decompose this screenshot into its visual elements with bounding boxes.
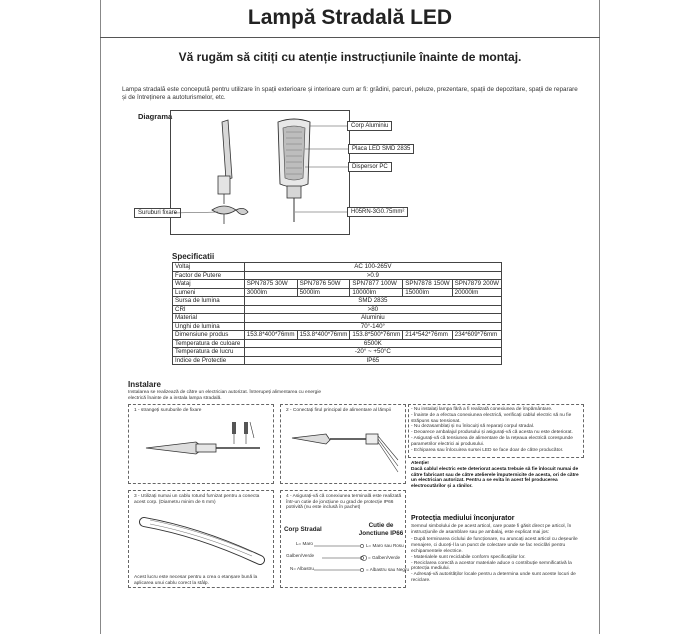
spec-row	[173, 271, 502, 280]
spec-row	[173, 339, 502, 348]
callout-body: Corp Aluminiu	[347, 121, 392, 131]
callout-led: Placa LED SMD 2835	[348, 144, 414, 154]
spec-row	[173, 322, 502, 331]
spec-cell: 214*542*76mm	[403, 331, 452, 340]
notes-list	[411, 407, 581, 453]
spec-cell: 153.8*500*76mm	[350, 331, 403, 340]
callout-cable: H05RN-3G0.75mm²	[347, 207, 408, 217]
spec-row	[173, 280, 502, 289]
spec-cell: 153.8*400*76mm	[297, 331, 350, 340]
spec-cell: 153.8*400*76mm	[244, 331, 297, 340]
spec-label: Temperatura de culoare	[173, 339, 245, 348]
spec-label: CRI	[173, 305, 245, 314]
spec-value: Aluminiu	[244, 314, 501, 323]
environment-item: - Materialele sunt reciclabile conform specificațiilor lor.	[411, 554, 526, 560]
spec-label: Indice de Protectie	[173, 356, 245, 365]
page-title: Lampă Stradală LED	[247, 6, 453, 29]
step-3-text: 3 - Utilizați numai un cablu rotund furnizat pentru a conecta acest corp. (Diametru minim de 6 mm)	[134, 494, 260, 505]
environment-title: Protecția mediului înconjurator	[411, 515, 515, 522]
wire-n-left: N= Albastru	[290, 566, 314, 571]
step-4-text: 4 - Asigurați-vă că conexiunea terminală este realizată într-un cutie de joncțiune cu grad de protecție IP66 potrivită (nu este inclusă în pachet)	[286, 494, 402, 511]
step-1-text: 1 - strangeți suruburile de fixare	[134, 408, 202, 413]
spec-label: Unghi de lumina	[173, 322, 245, 331]
spec-value: 6500K	[244, 339, 501, 348]
wire-l-left: L= Maro	[296, 541, 313, 546]
spec-row	[173, 305, 502, 314]
page-subtitle: Vă rugăm să citiți cu atenție instrucțiunile înainte de montaj.	[178, 50, 522, 64]
step-1-illustration-icon	[136, 418, 266, 480]
spec-cell: 234*609*76mm	[452, 331, 501, 340]
wire-pe-right: = Galben/Verde	[368, 555, 401, 560]
spec-label: Voltaj	[173, 263, 245, 272]
spec-value: SMD 2835	[244, 297, 501, 306]
environment-item: - După terminarea ciclului de funcționare, nu aruncați acest articol cu deșeurile menajere, ci duceți-l la un punct de colectare unde se fac reciclări pentru echipamentele electrice.	[411, 537, 578, 554]
callout-screws: Suruburi fixare	[134, 208, 181, 218]
spec-cell: 3000lm	[244, 288, 297, 297]
document-page	[100, 0, 600, 634]
spec-row	[173, 356, 502, 365]
spec-cell: SPN7876 50W	[297, 280, 350, 289]
spec-label: Factor de Putere	[173, 271, 245, 280]
spec-cell: SPN7878 150W	[403, 280, 452, 289]
specs-table	[172, 262, 502, 365]
environment-item: - Reciclarea corectă a acestor materiale aduce o contribuție semnificativă la protecția mediului.	[411, 560, 572, 572]
environment-intro: Semnul simbolului de pe acest articol, care poate fi găsit direct pe articol, în instrucțiunile de asamblare sau pe ambalaj, este explicat mai jos:	[411, 523, 572, 535]
warning-text: Dacă cablul electric este deteriorat acesta trebuie să fie înlocuit numai de către fabricant sau de către atelierele împuternicite de acesta, ori de către un electrician autorizat. Pentru a se evita în acest fel producerea electrocutărilor și a rănilor.	[411, 466, 579, 490]
wiring-right-title: Cutie de Jonctiune IP66	[358, 522, 404, 537]
note-item: - Nu instalați lampa fără a fi realizată conexiunea de împământare.	[411, 407, 553, 412]
environment-item: - Adresați-vă autorităților locale pentru a determina unde sunt aceste locuri de reciclare.	[411, 572, 576, 583]
install-note: Instalarea se realizează de către un electrician autorizat. Întrerupeți alimentarea cu energie electrică înainte de a instala lampa stradală.	[128, 390, 322, 401]
warning-title: Atenție!	[411, 461, 429, 466]
step-3-cable-icon	[140, 512, 264, 568]
warning-block	[411, 461, 581, 490]
note-item: - Nu dezasamblați și nu înlocuiți să reparați corpul stradal.	[411, 424, 535, 430]
wiring-left-title: Corp Stradal	[284, 526, 322, 533]
spec-label: Dimensiune produs	[173, 331, 245, 340]
spec-cell: 10000lm	[350, 288, 403, 297]
note-item: - Înainte de a efectua conexiunea electrică, verificați cablul electric să nu fie străpuns sau tensionat.	[411, 412, 572, 424]
spec-label: Material	[173, 314, 245, 323]
environment-list	[411, 537, 581, 583]
spec-label: Temperatura de lucru	[173, 348, 245, 357]
spec-value: AC 100-265V	[244, 263, 501, 272]
step-2-text: 2 - Conectați firul principal de alimentare al lămpii	[286, 408, 391, 413]
wire-n-right: = Albastru sau Negru	[366, 567, 410, 572]
spec-value: 70°-140°	[244, 322, 501, 331]
environment-block	[411, 516, 581, 584]
note-item: - Echiparea sau înlocuirea sursei LED se face doar de către producător.	[411, 447, 564, 453]
spec-row	[173, 314, 502, 323]
spec-value: >0.9	[244, 271, 501, 280]
spec-value: >80	[244, 305, 501, 314]
spec-cell: SPN7877 100W	[350, 280, 403, 289]
spec-cell: 5000lm	[297, 288, 350, 297]
spec-row	[173, 331, 502, 340]
spec-label: Lumeni	[173, 288, 245, 297]
spec-row	[173, 297, 502, 306]
spec-row	[173, 288, 502, 297]
spec-cell: 20000lm	[452, 288, 501, 297]
install-title: Instalare	[128, 380, 161, 389]
specs-title: Specificatii	[172, 252, 215, 261]
intro-paragraph: Lampa stradală este concepută pentru utilizare în spații exterioare și interioare cum ar fi: grădini, parcuri, peluze, prezentare, spații de depozitare, spații de reparare și de întreținere a autoturismelor, etc.	[122, 86, 578, 101]
step-3-note: Acest lucru este necesar pentru a crea o etanșare bună la aplicarea unui cablu corect la stâlp.	[134, 575, 258, 586]
wire-l-right: L= Maro sau Rosu	[366, 543, 404, 548]
diagram-label: Diagrama	[138, 112, 173, 121]
spec-row	[173, 348, 502, 357]
note-item: - Deoarece ambalajul produsului și asigurați-vă că acesta nu este deteriorat.	[411, 430, 573, 436]
callout-diffuser: Dispersor PC	[348, 162, 392, 172]
wire-pe-left: Galben/Verde	[286, 553, 315, 558]
spec-row	[173, 263, 502, 272]
spec-label: Wataj	[173, 280, 245, 289]
note-item: - Asigurați-vă că tensiunea de alimentare de la rețeaua electrică corespunde parametrilor electrici ai produsului.	[411, 435, 573, 447]
spec-cell: SPN7879 200W	[452, 280, 501, 289]
spec-cell: SPN7875 30W	[244, 280, 297, 289]
spec-cell: 15000lm	[403, 288, 452, 297]
step-2-illustration-icon	[286, 420, 402, 480]
callout-leader-lines	[100, 0, 600, 250]
spec-value: IP65	[244, 356, 501, 365]
spec-label: Sursa de lumina	[173, 297, 245, 306]
spec-value: -20° ~ +50°C	[244, 348, 501, 357]
